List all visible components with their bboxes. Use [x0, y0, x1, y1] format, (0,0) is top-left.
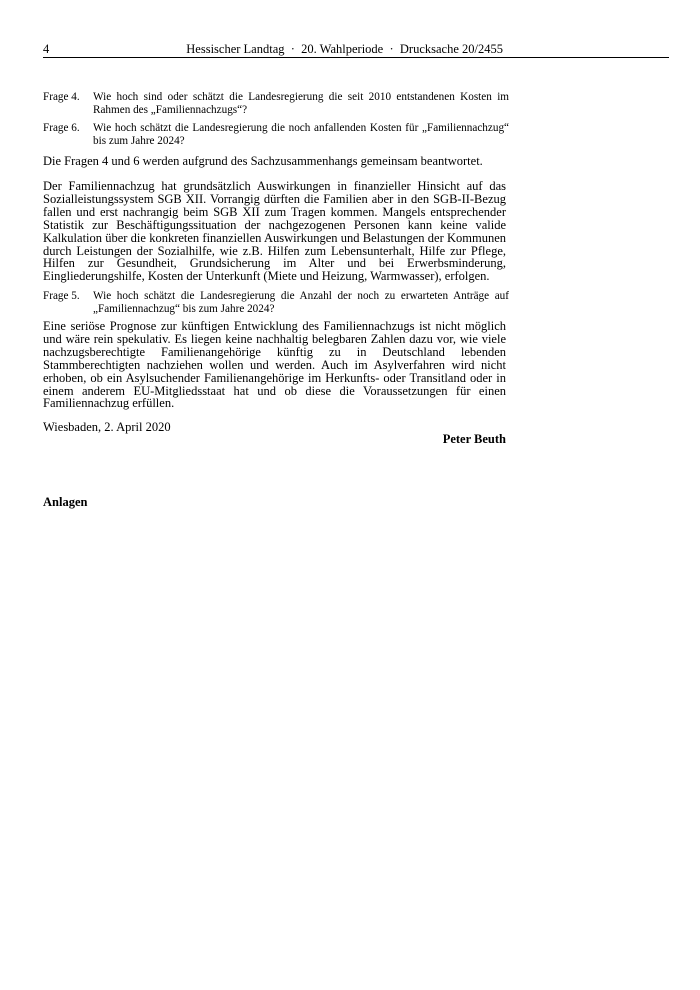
answer-paragraph-forecast: Eine seriöse Prognose zur künftigen Entwicklung des Familiennachzugs ist nicht möglich und wäre rein spekulativ. Es liegen keine nachhaltig belegbaren Zahlen dazu vor, wie viele nachzugsberechtigte Familienangehörige künftig zu in Deutschland lebenden Stammberechtigten nachziehen wollen und werden. Auch im Asylverfahren wird nicht erhoben, ob ein Asylsuchender Familienangehörige im Herkunfts- oder Transitland oder in einem anderem EU-Mitgliedsstaat hat und ob diese die Voraussetzungen für einen Familiennachzug erfüllen.: [43, 319, 506, 411]
question-6: [43, 122, 509, 147]
signature: Peter Beuth: [442, 432, 506, 446]
question-text: Wie hoch sind oder schätzt die Landesregierung die seit 2010 entstandenen Kosten im Rahmen des „Familiennachzugs“?: [93, 91, 509, 116]
question-text: Wie hoch schätzt die Landesregierung die noch anfallenden Kosten für „Familiennachzug“ bis zum Jahre 2024?: [93, 122, 509, 147]
page-number: 4: [43, 42, 50, 56]
attachments-heading: Anlagen: [43, 495, 88, 509]
question-4: [43, 91, 509, 116]
header-text: Hessischer Landtag · 20. Wahlperiode · Drucksache 20/2455: [186, 42, 503, 56]
question-text: Wie hoch schätzt die Landesregierung die Anzahl der noch zu erwarteten Anträge auf „Familiennachzug“ bis zum Jahre 2024?: [93, 290, 509, 315]
place-date: Wiesbaden, 2. April 2020: [43, 420, 171, 434]
question-label: Frage 4.: [43, 91, 80, 103]
question-label: Frage 6.: [43, 122, 80, 134]
page-header: [43, 41, 503, 57]
question-5: [43, 290, 509, 315]
answer-intro: Die Fragen 4 und 6 werden aufgrund des Sachzusammenhangs gemeinsam beantwortet.: [43, 154, 483, 168]
question-label: Frage 5.: [43, 290, 80, 302]
header-rule: [43, 57, 669, 58]
answer-paragraph-costs: Der Familiennachzug hat grundsätzlich Auswirkungen in finanzieller Hinsicht auf das Sozialleistungssystem SGB XII. Vorrangig dürften die Familien aber in den SGB-II-Bezug fallen und erst nachrangig beim SGB XII zum Tragen kommen. Mangels entsprechender Statistik zur Beschäftigungssituation der nachgezogenen Personen kann keine valide Kalkulation über die konkreten finanziellen Auswirkungen und Belastungen der Kommunen durch Leistungen der Sozialhilfe, wie z.B. Hilfen zum Lebensunterhalt, Hilfe zur Pflege, Hilfen zur Gesundheit, Grundsicherung im Alter und bei Erwerbsminderung, Eingliederungshilfe, Kosten der Unterkunft (Miete und Heizung, Warmwasser), erfolgen.: [43, 179, 506, 284]
